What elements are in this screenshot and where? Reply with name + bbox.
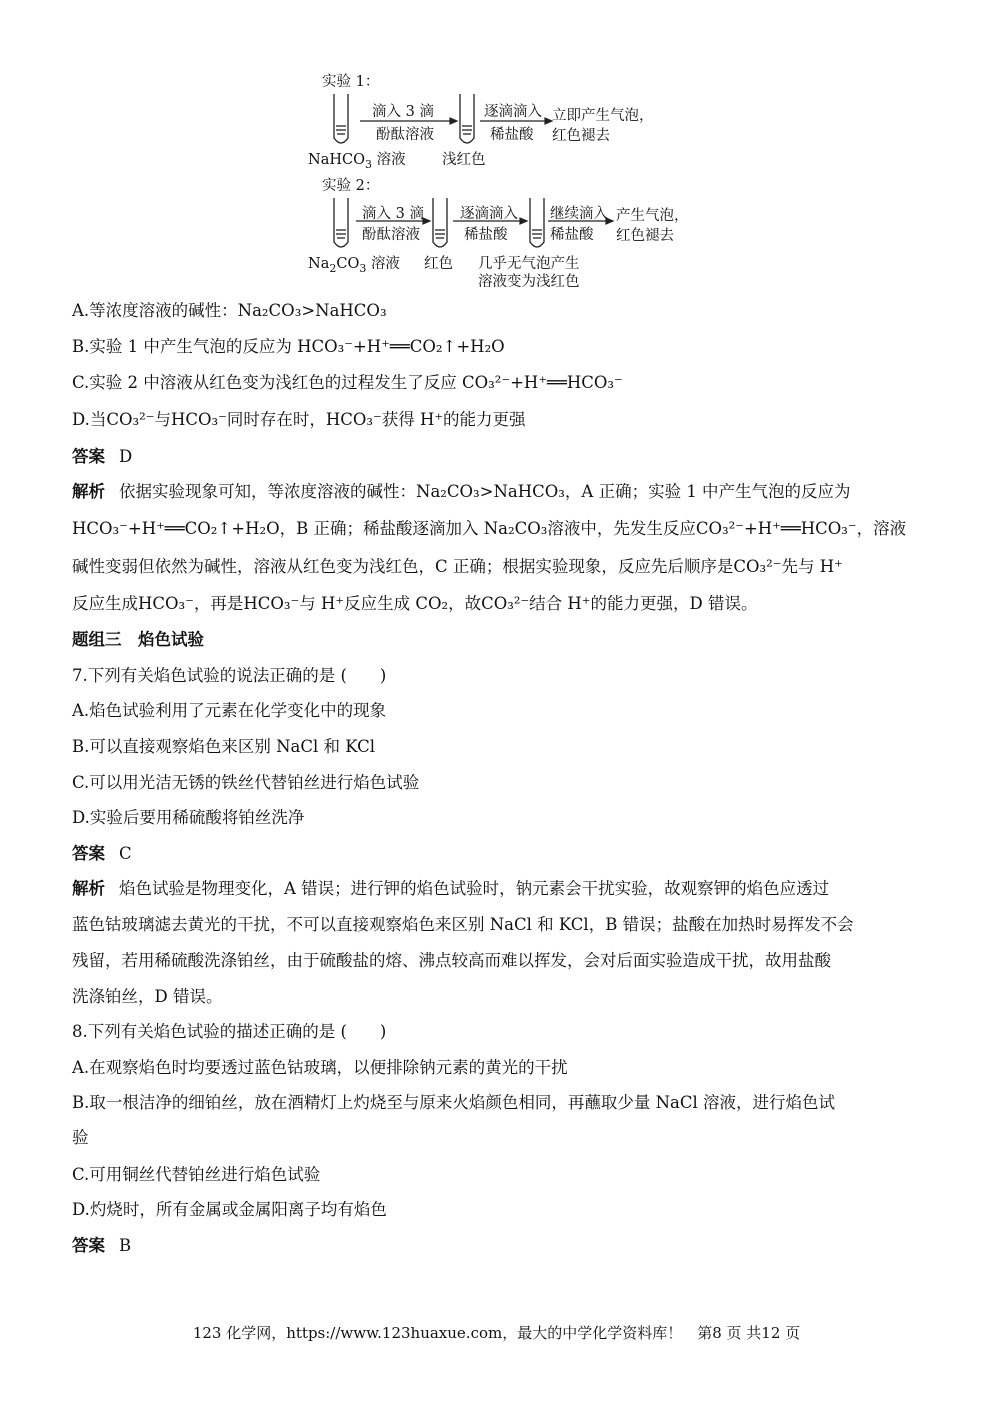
exp2-title: 实验 2：	[322, 178, 380, 194]
q8-stem: 8.下列有关焰色试验的描述正确的是 ( )	[72, 1022, 387, 1041]
q8-answer	[72, 1235, 922, 1257]
exp2-mid: 红色	[424, 256, 453, 272]
answer-value: B	[119, 1236, 132, 1255]
exp1-arrow2-bottom: 稀盐酸	[490, 127, 534, 143]
exp2-arrow2-bottom: 稀盐酸	[464, 227, 508, 243]
section-title: 题组三 焰色试验	[72, 630, 204, 649]
q7-option-c: C.可以用光洁无锈的铁丝代替铂丝进行焰色试验	[72, 773, 420, 792]
page-footer: 123 化学网，https://www.123huaxue.com，最大的中学化学资料库！ 第8 页 共12 页	[192, 1324, 801, 1342]
test-tube-icon	[530, 198, 544, 247]
exp2-arrow3-top: 继续滴入	[550, 206, 608, 222]
exp1-start-tail: 溶液	[376, 152, 406, 168]
exp1-arrow1-top: 滴入 3 滴	[372, 104, 434, 120]
analysis-text: 焰色试验是物理变化，A 错误；进行钾的焰色试验时，钠元素会干扰实验，故观察钾的焰色应透过	[119, 879, 830, 898]
exp1-start-label: NaHCO$_3$ 溶液	[308, 152, 406, 171]
q7-option-d: D.实验后要用稀硫酸将铂丝洗净	[72, 808, 305, 827]
test-tube-icon	[433, 198, 447, 247]
analysis-label: 解析	[72, 482, 105, 501]
exp1-start: NaHCO	[308, 152, 365, 168]
q8-option-c: C.可用铜丝代替铂丝进行焰色试验	[72, 1165, 321, 1184]
test-tube-icon	[334, 94, 348, 143]
q6-analysis-line: 碱性变弱但依然为碱性，溶液从红色变为浅红色，C 正确；根据实验现象，反应先后顺序是CO₃²⁻先与 H⁺	[72, 557, 843, 576]
exp1-title: 实验 1：	[322, 74, 380, 90]
exp2-start: Na	[308, 256, 330, 272]
exp1-result-2: 红色褪去	[552, 128, 610, 144]
test-tube-icon	[460, 94, 474, 143]
experiment-diagram	[300, 68, 720, 298]
exp1-arrow2-top: 逐滴滴入	[484, 104, 542, 120]
exp2-mid2-2: 溶液变为浅红色	[478, 274, 580, 290]
q6-analysis-line: 反应生成HCO₃⁻，再是HCO₃⁻与 H⁺反应生成 CO₂，故CO₃²⁻结合 H⁺的能力更强，D 错误。	[72, 594, 758, 613]
q7-analysis-line: 洗涤铂丝，D 错误。	[72, 987, 223, 1006]
q6-analysis-line	[72, 481, 922, 503]
analysis-text: 依据实验现象可知，等浓度溶液的碱性：Na₂CO₃>NaHCO₃，A 正确；实验 1 中产生气泡的反应为	[119, 482, 851, 501]
exp2-arrow1-bottom: 酚酞溶液	[362, 227, 420, 243]
q6-option-b: B.实验 1 中产生气泡的反应为 HCO₃⁻+H⁺══CO₂↑+H₂O	[72, 337, 505, 356]
q8-option-d: D.灼烧时，所有金属或金属阳离子均有焰色	[72, 1200, 387, 1219]
answer-label: 答案	[72, 1236, 105, 1255]
exp1-result-1: 立即产生气泡，	[552, 108, 654, 124]
exp2-start-tail: 溶液	[370, 256, 400, 272]
answer-value: D	[119, 447, 133, 466]
exp2-arrow3-bottom: 稀盐酸	[550, 227, 594, 243]
analysis-label: 解析	[72, 879, 105, 898]
exp2-result-1: 产生气泡，	[616, 208, 689, 224]
answer-value: C	[119, 844, 132, 863]
q7-stem: 7.下列有关焰色试验的说法正确的是 ( )	[72, 666, 387, 685]
exp2-arrow1-top: 滴入 3 滴	[362, 206, 424, 222]
q6-answer	[72, 446, 922, 468]
q7-analysis-line: 残留，若用稀硫酸洗涤铂丝，由于硫酸盐的熔、沸点较高而难以挥发，会对后面实验造成干扰，故用盐酸	[72, 951, 831, 970]
q6-analysis-line: HCO₃⁻+H⁺══CO₂↑+H₂O，B 正确；稀盐酸逐滴加入 Na₂CO₃溶液中，先发生反应CO₃²⁻+H⁺══HCO₃⁻，溶液	[72, 519, 907, 538]
q6-option-d: D.当CO₃²⁻与HCO₃⁻同时存在时，HCO₃⁻获得 H⁺的能力更强	[72, 410, 526, 429]
q6-option-a: A.等浓度溶液的碱性：Na₂CO₃>NaHCO₃	[72, 301, 387, 320]
test-tube-icon	[334, 198, 348, 247]
exp2-start-label: $Na_2CO_3$ 溶液	[308, 256, 400, 275]
q8-option-b: B.取一根洁净的细铂丝，放在酒精灯上灼烧至与原来火焰颜色相同，再蘸取少量 NaCl 溶液，进行焰色试	[72, 1093, 836, 1112]
q7-answer	[72, 843, 922, 865]
exp2-mid2-1: 几乎无气泡产生	[478, 256, 580, 272]
q8-option-b-cont: 验	[72, 1128, 89, 1147]
exp2-result-2: 红色褪去	[616, 228, 674, 244]
exp2-arrow2-top: 逐滴滴入	[460, 206, 518, 222]
q7-option-b: B.可以直接观察焰色来区别 NaCl 和 KCl	[72, 737, 376, 756]
q6-option-c: C.实验 2 中溶液从红色变为浅红色的过程发生了反应 CO₃²⁻+H⁺══HCO₃⁻	[72, 373, 623, 392]
answer-label: 答案	[72, 447, 105, 466]
exp1-mid: 浅红色	[442, 152, 486, 168]
exp1-arrow1-bottom: 酚酞溶液	[376, 127, 434, 143]
answer-label: 答案	[72, 844, 105, 863]
q7-analysis-line	[72, 878, 922, 900]
exp2-start-mid: CO	[336, 256, 360, 272]
q7-option-a: A.焰色试验利用了元素在化学变化中的现象	[72, 701, 387, 720]
q7-analysis-line: 蓝色钴玻璃滤去黄光的干扰，不可以直接观察焰色来区别 NaCl 和 KCl，B 错误；盐酸在加热时易挥发不会	[72, 915, 854, 934]
q8-option-a: A.在观察焰色时均要透过蓝色钴玻璃，以便排除钠元素的黄光的干扰	[72, 1058, 568, 1077]
